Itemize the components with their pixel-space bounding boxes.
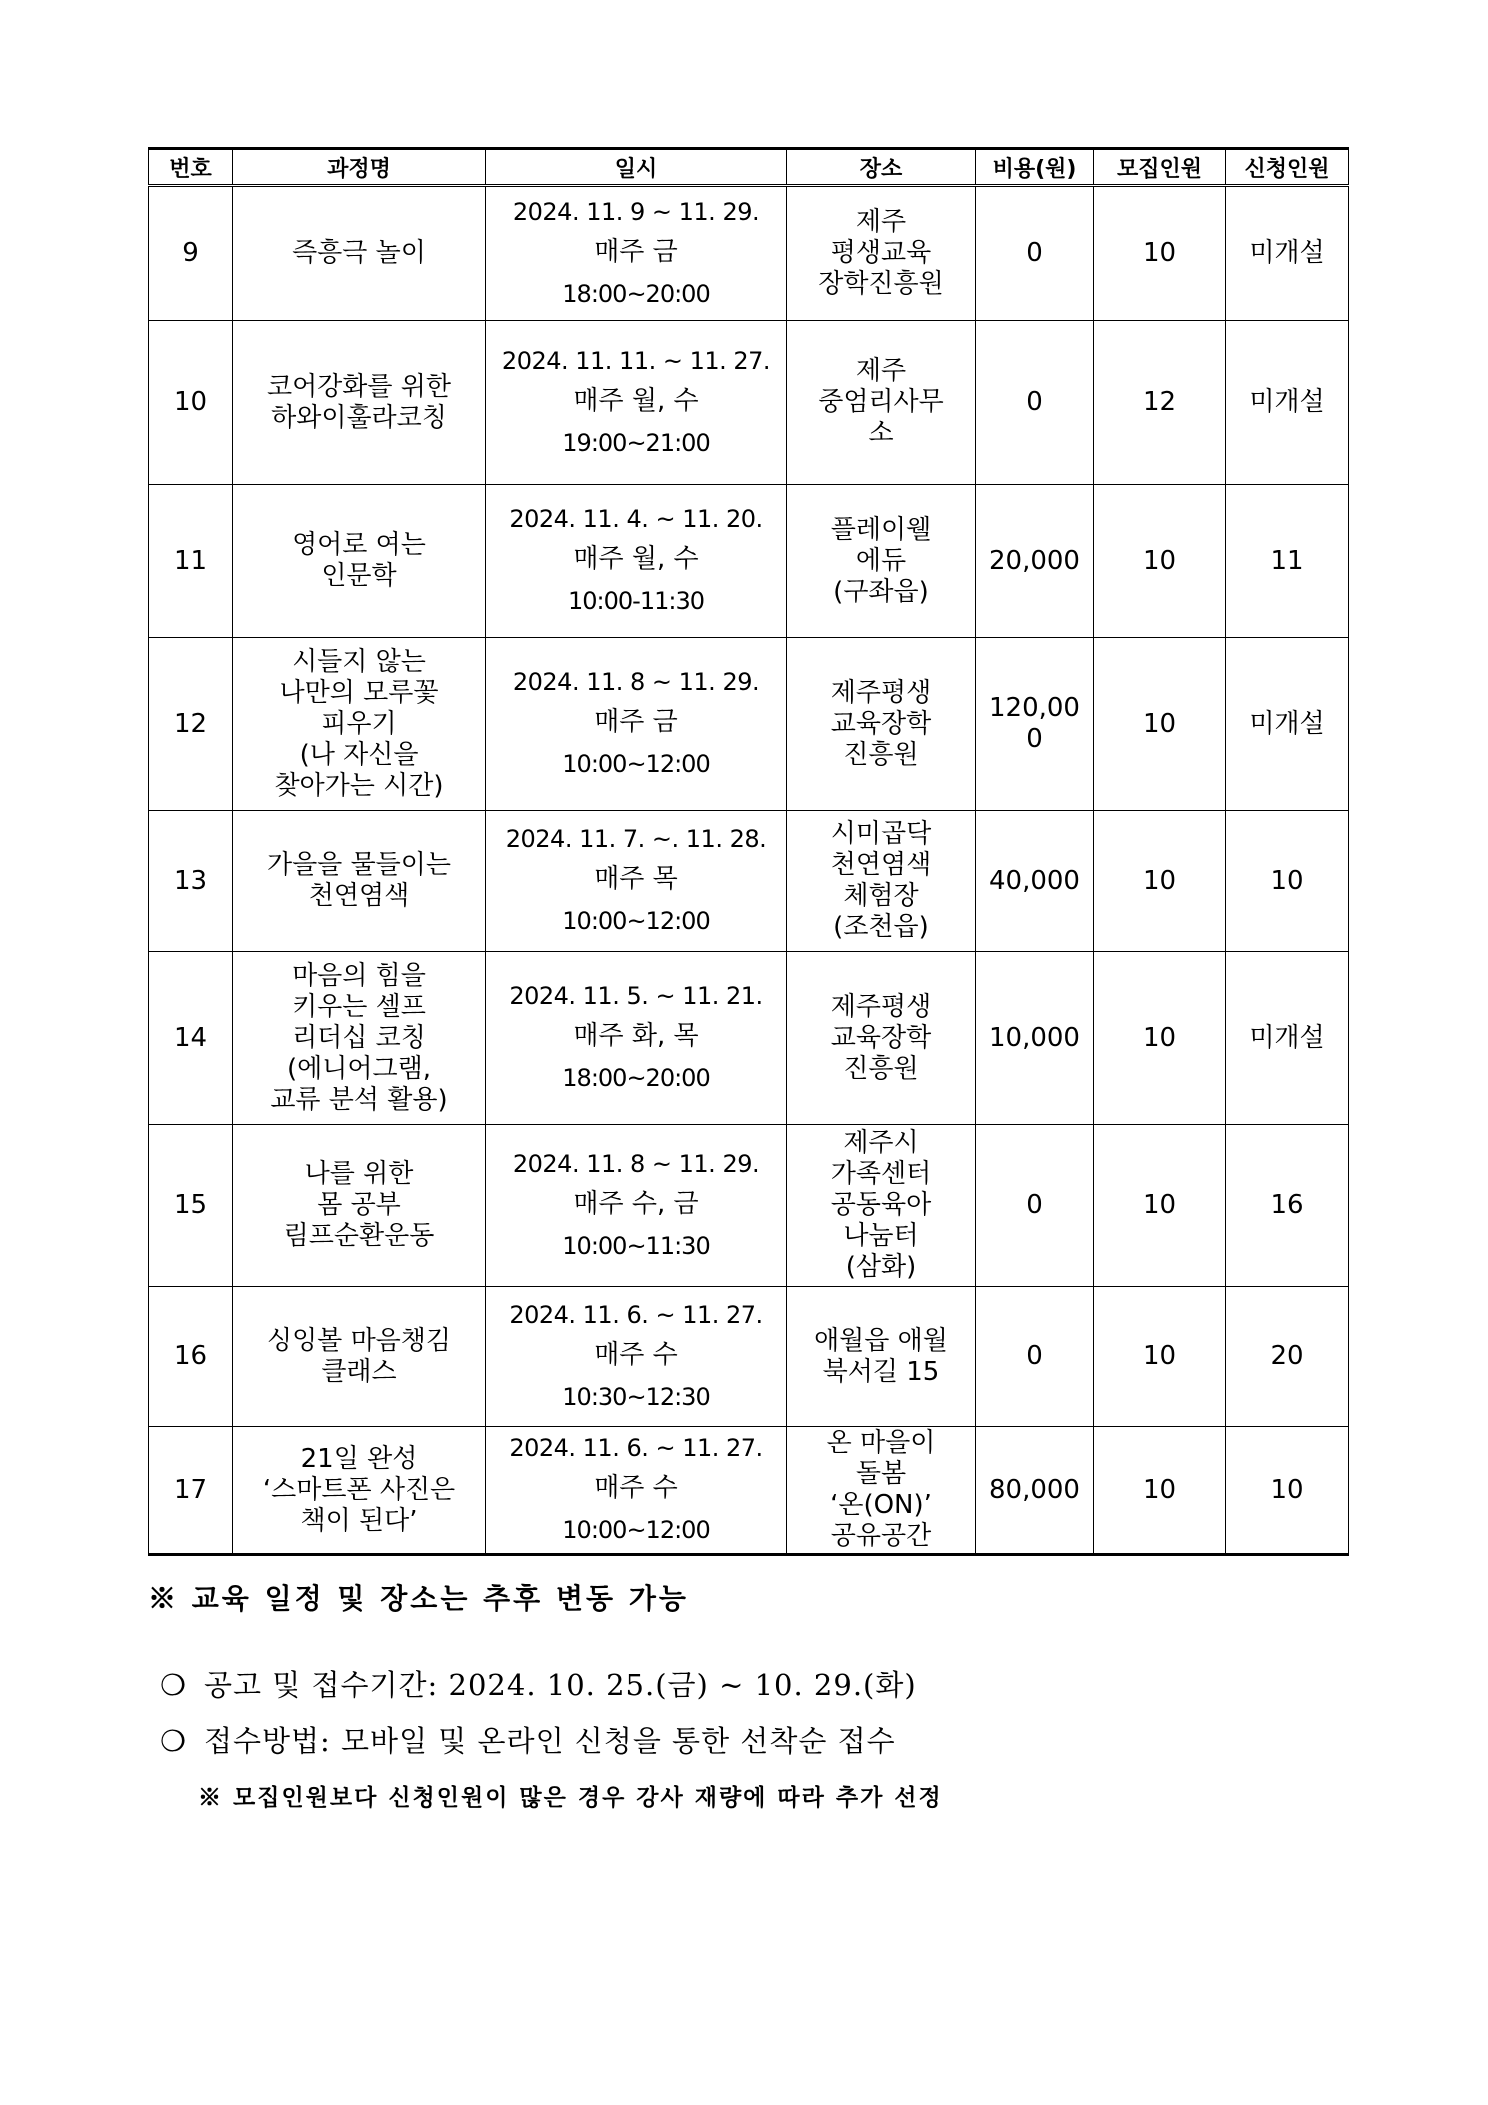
course-location xyxy=(787,485,976,638)
header-applicants: 신청인원 xyxy=(1226,149,1349,186)
header-course-name: 과정명 xyxy=(233,149,486,186)
course-number-text: 12 xyxy=(173,708,208,739)
table-row xyxy=(149,811,1349,952)
course-applicants xyxy=(1226,952,1349,1125)
course-datetime xyxy=(486,1125,787,1287)
course-location xyxy=(787,1287,976,1427)
course-time: 19:00~21:00 xyxy=(562,428,710,457)
course-applicants xyxy=(1226,186,1349,321)
course-time: 18:00~20:00 xyxy=(562,1064,710,1092)
selection-note: ※ 모집인원보다 신청인원이 많은 경우 강사 재량에 따라 추가 선정 xyxy=(198,1784,943,1811)
course-datetime xyxy=(486,638,787,811)
course-applicants-text: 미개설 xyxy=(1249,238,1325,268)
course-number xyxy=(149,811,233,952)
course-name xyxy=(233,638,486,811)
course-capacity xyxy=(1094,952,1226,1125)
course-table xyxy=(148,147,1349,1556)
course-datetime xyxy=(486,485,787,638)
course-capacity xyxy=(1094,811,1226,952)
course-location-text: 시미곱닥 천연염색 체험장 (조천읍) xyxy=(830,819,932,942)
course-date: 2024. 11. 5. ~ 11. 21. xyxy=(509,982,763,1010)
course-name-text: 영어로 여는 인문학 xyxy=(292,530,426,591)
course-cost xyxy=(976,1287,1094,1427)
course-cost-text: 40,000 xyxy=(989,865,1080,896)
application-method-text: 접수방법: 모바일 및 온라인 신청을 통한 선착순 접수 xyxy=(204,1724,896,1758)
course-name-text: 싱잉볼 마음챙김 클래스 xyxy=(266,1325,452,1387)
course-name xyxy=(233,485,486,638)
course-days: 매주 월, 수 xyxy=(573,544,699,574)
course-date: 2024. 11. 7. ~. 11. 28. xyxy=(505,825,767,853)
course-number-text: 9 xyxy=(182,238,199,268)
course-name-text: 나를 위한 몸 공부 림프순환운동 xyxy=(283,1159,435,1251)
course-location-text: 애월읍 애월 북서길 15 xyxy=(814,1325,948,1387)
course-location-text: 온 마을이 돌봄 ‘온(ON)’ 공유공간 xyxy=(826,1428,936,1551)
course-number xyxy=(149,186,233,321)
course-location xyxy=(787,186,976,321)
course-location xyxy=(787,1125,976,1287)
course-applicants-text: 11 xyxy=(1270,545,1304,576)
course-date: 2024. 11. 8 ~ 11. 29. xyxy=(512,668,760,696)
course-location-text: 제주평생 교육장학 진흥원 xyxy=(830,991,932,1084)
course-name-text: 가을을 물들이는 천연염색 xyxy=(266,850,452,911)
course-cost-text: 10,000 xyxy=(989,1022,1080,1053)
course-applicants-text: 20 xyxy=(1270,1341,1304,1371)
course-name xyxy=(233,952,486,1125)
course-location xyxy=(787,811,976,952)
course-time: 10:00~12:00 xyxy=(562,1516,710,1544)
course-applicants xyxy=(1226,811,1349,952)
course-name xyxy=(233,1287,486,1427)
course-name-text: 즉흥극 놀이 xyxy=(292,238,426,268)
course-applicants xyxy=(1226,321,1349,485)
course-location xyxy=(787,952,976,1125)
schedule-change-note: ※ 교육 일정 및 장소는 추후 변동 가능 xyxy=(148,1582,689,1615)
course-number-text: 14 xyxy=(173,1022,208,1053)
course-cost xyxy=(976,485,1094,638)
course-capacity xyxy=(1094,186,1226,321)
course-capacity-text: 10 xyxy=(1142,1341,1177,1371)
course-capacity-text: 10 xyxy=(1142,1474,1177,1505)
course-applicants-text: 16 xyxy=(1270,1190,1304,1220)
application-method xyxy=(160,1719,896,1760)
course-name xyxy=(233,1427,486,1555)
course-applicants-text: 미개설 xyxy=(1249,387,1325,417)
course-date: 2024. 11. 9 ~ 11. 29. xyxy=(512,197,760,226)
course-location-text: 제주시 가족센터 공동육아 나눔터 (삼화) xyxy=(830,1128,932,1282)
course-date: 2024. 11. 8 ~ 11. 29. xyxy=(512,1149,760,1178)
course-number-text: 16 xyxy=(173,1341,208,1371)
course-number-text: 10 xyxy=(173,387,208,417)
course-name-text: 시들지 않는 나만의 모루꽃 피우기 (나 자신을 찾아가는 시간) xyxy=(274,646,444,801)
course-time: 10:00~12:00 xyxy=(562,907,710,935)
course-days: 매주 수 xyxy=(594,1473,678,1503)
course-date: 2024. 11. 6. ~ 11. 27. xyxy=(509,1434,763,1462)
course-capacity-text: 10 xyxy=(1142,238,1177,268)
table-row xyxy=(149,485,1349,638)
course-name-text: 21일 완성 ‘스마트폰 사진은 책이 된다’ xyxy=(262,1443,456,1536)
course-name-text: 코어강화를 위한 하와이훌라코칭 xyxy=(266,371,452,433)
table-row xyxy=(149,321,1349,485)
course-cost xyxy=(976,638,1094,811)
course-cost xyxy=(976,321,1094,485)
table-header xyxy=(149,149,1349,186)
course-days: 매주 수 xyxy=(594,1339,678,1370)
course-number-text: 17 xyxy=(173,1474,208,1505)
table-row xyxy=(149,1125,1349,1287)
course-time: 10:00~12:00 xyxy=(562,750,710,778)
course-applicants-text: 미개설 xyxy=(1249,708,1325,739)
course-days: 매주 목 xyxy=(594,864,678,894)
table-row xyxy=(149,952,1349,1125)
course-datetime xyxy=(486,186,787,321)
course-location-text: 제주 평생교육 장학진흥원 xyxy=(818,207,944,299)
course-applicants-text: 10 xyxy=(1270,865,1304,896)
course-datetime xyxy=(486,321,787,485)
course-capacity-text: 10 xyxy=(1142,708,1177,739)
course-days: 매주 화, 목 xyxy=(573,1021,699,1051)
header-capacity: 모집인원 xyxy=(1094,149,1226,186)
table-row xyxy=(149,638,1349,811)
course-capacity-text: 10 xyxy=(1142,1022,1177,1053)
course-number xyxy=(149,485,233,638)
course-days: 매주 금 xyxy=(594,707,678,737)
course-applicants-text: 미개설 xyxy=(1249,1022,1325,1053)
course-applicants xyxy=(1226,638,1349,811)
course-capacity xyxy=(1094,1427,1226,1555)
course-capacity-text: 10 xyxy=(1142,865,1177,896)
course-days: 매주 월, 수 xyxy=(573,385,699,416)
course-number-text: 11 xyxy=(173,545,208,576)
course-applicants xyxy=(1226,485,1349,638)
course-location-text: 제주평생 교육장학 진흥원 xyxy=(830,677,932,770)
course-location xyxy=(787,321,976,485)
course-capacity xyxy=(1094,1125,1226,1287)
course-cost-text: 0 xyxy=(1026,1190,1043,1220)
course-days: 매주 금 xyxy=(594,236,678,267)
course-applicants xyxy=(1226,1125,1349,1287)
course-capacity-text: 10 xyxy=(1142,1190,1177,1220)
header-row xyxy=(149,149,1349,186)
course-number xyxy=(149,1287,233,1427)
course-cost-text: 80,000 xyxy=(989,1474,1080,1505)
course-number xyxy=(149,952,233,1125)
course-time: 18:00~20:00 xyxy=(562,279,710,308)
course-capacity xyxy=(1094,321,1226,485)
application-period-text: 공고 및 접수기간: 2024. 10. 25.(금) ~ 10. 29.(화) xyxy=(204,1668,917,1702)
course-capacity xyxy=(1094,485,1226,638)
table-body xyxy=(149,186,1349,1555)
course-datetime xyxy=(486,952,787,1125)
course-capacity-text: 12 xyxy=(1142,387,1177,417)
course-name-text: 마음의 힘을 키우는 셀프 리더십 코칭 (에니어그램, 교류 분석 활용) xyxy=(270,960,448,1115)
course-applicants xyxy=(1226,1427,1349,1555)
circle-bullet-icon: ❍ xyxy=(160,1724,187,1758)
course-time: 10:30~12:30 xyxy=(562,1382,710,1411)
course-days: 매주 수, 금 xyxy=(573,1188,699,1219)
course-name xyxy=(233,186,486,321)
table-row xyxy=(149,186,1349,321)
course-name xyxy=(233,321,486,485)
course-capacity xyxy=(1094,1287,1226,1427)
header-datetime: 일시 xyxy=(486,149,787,186)
course-cost xyxy=(976,811,1094,952)
course-location-text: 제주 중엄리사무 소 xyxy=(818,356,944,448)
course-location-text: 플레이웰 에듀 (구좌읍) xyxy=(830,514,932,607)
course-time: 10:00~11:30 xyxy=(562,1231,710,1260)
course-number xyxy=(149,1427,233,1555)
course-cost xyxy=(976,1125,1094,1287)
course-number xyxy=(149,638,233,811)
course-capacity xyxy=(1094,638,1226,811)
table-row xyxy=(149,1287,1349,1427)
table-row xyxy=(149,1427,1349,1555)
course-number xyxy=(149,321,233,485)
course-date: 2024. 11. 4. ~ 11. 20. xyxy=(509,505,763,533)
circle-bullet-icon: ❍ xyxy=(160,1668,187,1702)
course-name xyxy=(233,811,486,952)
course-cost xyxy=(976,186,1094,321)
course-location xyxy=(787,1427,976,1555)
application-period xyxy=(160,1663,917,1704)
course-cost-text: 20,000 xyxy=(989,545,1080,576)
header-location: 장소 xyxy=(787,149,976,186)
header-number: 번호 xyxy=(149,149,233,186)
course-date: 2024. 11. 11. ~ 11. 27. xyxy=(501,346,771,375)
course-location xyxy=(787,638,976,811)
course-name xyxy=(233,1125,486,1287)
course-date: 2024. 11. 6. ~ 11. 27. xyxy=(509,1300,763,1329)
course-applicants xyxy=(1226,1287,1349,1427)
course-number-text: 15 xyxy=(173,1190,208,1220)
course-number xyxy=(149,1125,233,1287)
course-number-text: 13 xyxy=(173,865,208,896)
header-cost: 비용(원) xyxy=(976,149,1094,186)
course-cost xyxy=(976,1427,1094,1555)
course-datetime xyxy=(486,1287,787,1427)
course-cost xyxy=(976,952,1094,1125)
course-cost-text: 0 xyxy=(1026,387,1043,417)
notes-section xyxy=(148,1577,1348,1811)
course-datetime xyxy=(486,811,787,952)
course-cost-text: 120,00 0 xyxy=(989,693,1080,754)
course-cost-text: 0 xyxy=(1026,1341,1043,1371)
course-cost-text: 0 xyxy=(1026,238,1043,268)
course-time: 10:00-11:30 xyxy=(568,587,704,615)
course-datetime xyxy=(486,1427,787,1555)
course-capacity-text: 10 xyxy=(1142,545,1177,576)
course-applicants-text: 10 xyxy=(1270,1474,1304,1505)
